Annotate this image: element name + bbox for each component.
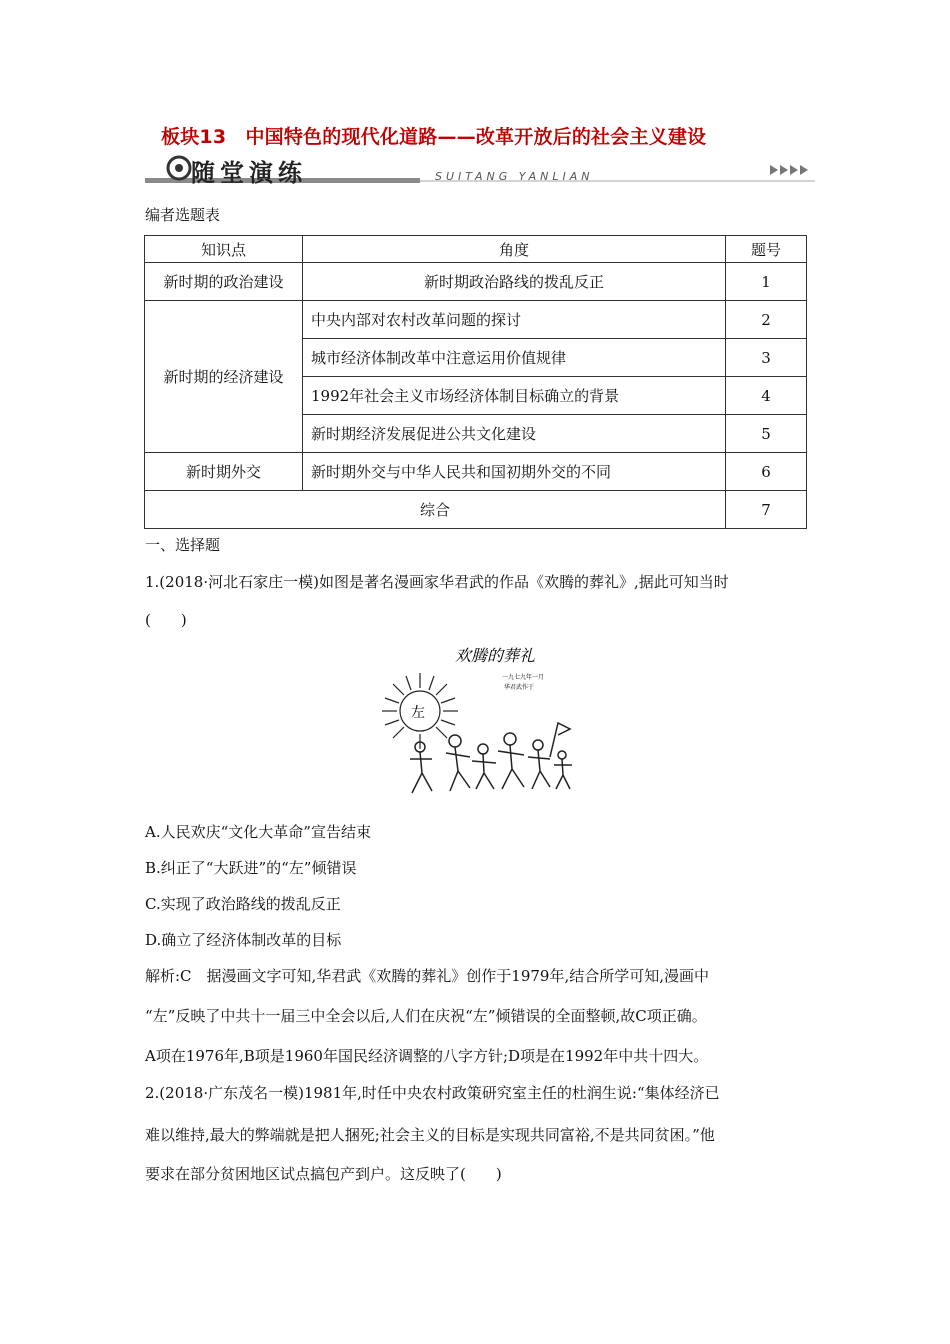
- table-cell-num: 6: [726, 453, 807, 491]
- table-row: [145, 453, 807, 491]
- table-header-row: [145, 236, 807, 263]
- table-row: [145, 301, 807, 339]
- option-d: D.确立了经济体制改革的目标: [145, 931, 342, 949]
- comic-note: 一九七九年一月: [502, 674, 545, 681]
- table-cell-num: 4: [726, 377, 807, 415]
- analysis-line: A项在1976年,B项是1960年国民经济调整的八字方针;D项是在1992年中共十四大。: [145, 1047, 709, 1065]
- table-cell-angle: 新时期政治路线的拨乱反正: [303, 263, 726, 301]
- table-cell-angle: 综合: [145, 491, 726, 529]
- crowd-figures: [410, 723, 572, 793]
- section-heading: 一、选择题: [145, 536, 221, 554]
- table-cell-angle: 新时期外交与中华人民共和国初期外交的不同: [303, 453, 726, 491]
- table-header: 角度: [303, 236, 726, 263]
- analysis-line: 解析:C 据漫画文字可知,华君武《欢腾的葬礼》创作于1979年,结合所学可知,漫画中: [145, 967, 710, 985]
- question-stem: 1.(2018·河北石家庄一模)如图是著名漫画家华君武的作品《欢腾的葬礼》,据此可知当时: [145, 573, 729, 591]
- table-row: [145, 263, 807, 301]
- answer-blank: ( ): [145, 611, 187, 629]
- table-cell-topic: 新时期的政治建设: [145, 263, 303, 301]
- comic-image: [380, 643, 575, 798]
- table-cell-num: 3: [726, 339, 807, 377]
- comic-sign: 左: [411, 705, 425, 721]
- table-cell-num: 2: [726, 301, 807, 339]
- analysis-line: “左”反映了中共十一届三中全会以后,人们在庆祝“左”倾错误的全面整顿,故C项正确。: [145, 1007, 707, 1025]
- table-row: [145, 491, 807, 529]
- banner-pinyin: SUITANG YANLIAN: [435, 170, 594, 183]
- table-cell-angle: 新时期经济发展促进公共文化建设: [303, 415, 726, 453]
- question-stem: 要求在部分贫困地区试点搞包产到户。这反映了( ): [145, 1165, 502, 1183]
- table-cell-angle: 1992年社会主义市场经济体制目标确立的背景: [303, 377, 726, 415]
- question-stem: 2.(2018·广东茂名一模)1981年,时任中央农村政策研究室主任的杜润生说:“集体经济已: [145, 1084, 720, 1102]
- table-cell-num: 7: [726, 491, 807, 529]
- comic-title: 欢腾的葬礼: [455, 646, 536, 665]
- arrows-icon: [770, 165, 808, 175]
- question-stem: 难以维持,最大的弊端就是把人捆死;社会主义的目标是实现共同富裕,不是共同贫困。”他: [145, 1126, 715, 1144]
- table-cell-angle: 城市经济体制改革中注意运用价值规律: [303, 339, 726, 377]
- table-header: 知识点: [145, 236, 303, 263]
- option-a: A.人民欢庆“文化大革命”宣告结束: [145, 823, 371, 841]
- option-c: C.实现了政治路线的拨乱反正: [145, 895, 341, 913]
- table-cell-num: 5: [726, 415, 807, 453]
- option-b: B.纠正了“大跃进”的“左”倾错误: [145, 859, 357, 877]
- page-title: 板块13 中国特色的现代化道路——改革开放后的社会主义建设: [161, 126, 707, 148]
- table-cell-angle: 中央内部对农村改革问题的探讨: [303, 301, 726, 339]
- table-caption: 编者选题表: [145, 206, 221, 224]
- table-cell-topic: 新时期的经济建设: [145, 301, 303, 453]
- table-cell-num: 1: [726, 263, 807, 301]
- banner-label: 随堂演练: [191, 159, 307, 187]
- comic-note: 华君武作于: [504, 684, 535, 691]
- table-header: 题号: [726, 236, 807, 263]
- table-cell-topic: 新时期外交: [145, 453, 303, 491]
- topic-table: [144, 235, 807, 529]
